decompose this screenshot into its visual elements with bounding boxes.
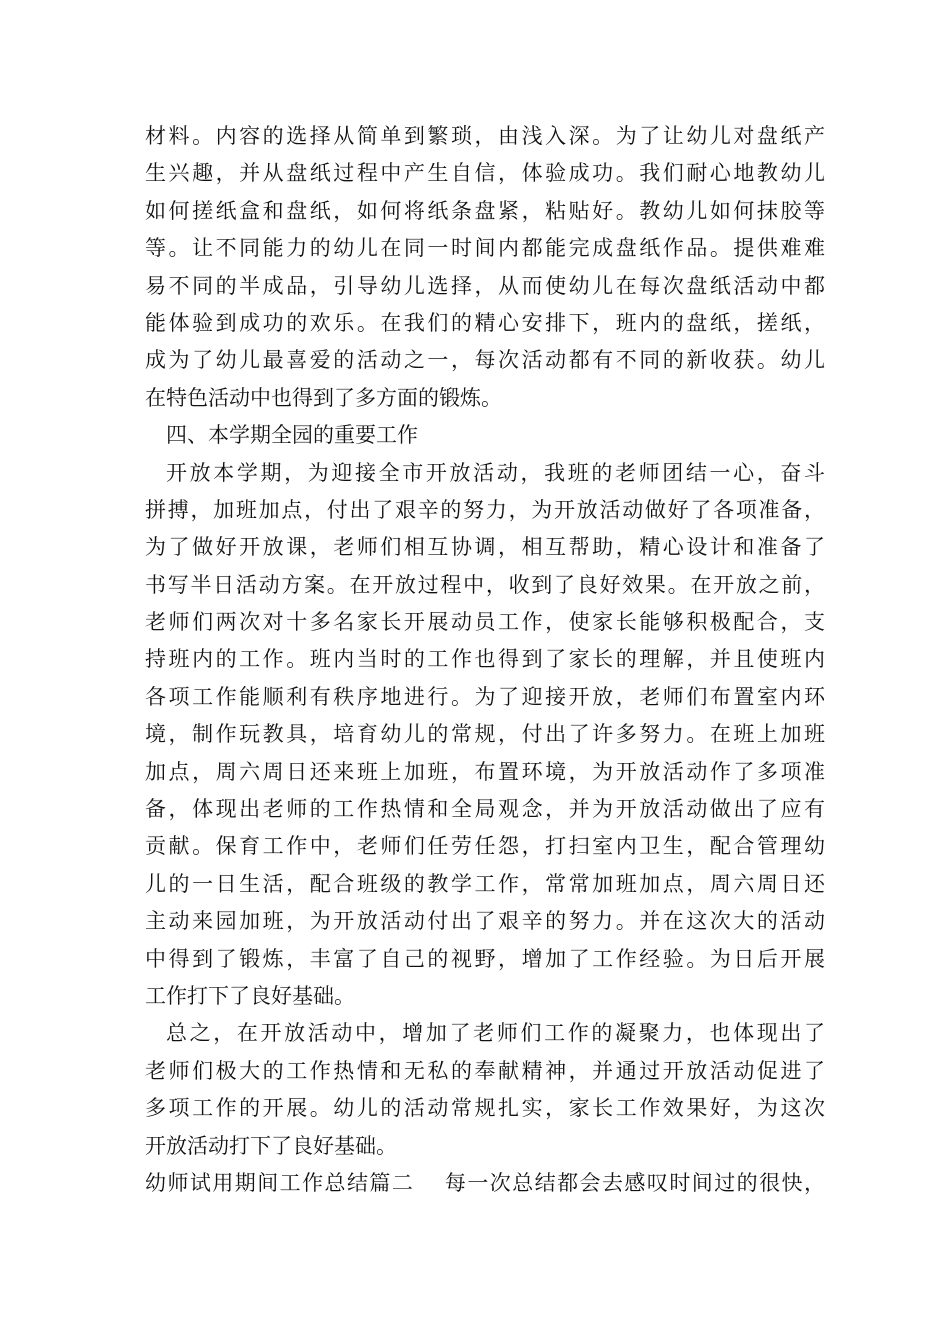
text-line: 工作打下了良好基础。	[145, 983, 355, 1008]
text-line: 贡献。保育工作中，老师们任劳任怨，打扫室内卫生，配合管理幼	[145, 834, 825, 859]
text-line: 四、本学期全园的重要工作	[166, 423, 418, 448]
text-line: 为了做好开放课，老师们相互协调，相互帮助，精心设计和准备了	[145, 535, 825, 560]
text-line: 生兴趣，并从盘纸过程中产生自信，体验成功。我们耐心地教幼儿	[145, 161, 825, 186]
text-line: 易不同的半成品，引导幼儿选择，从而使幼儿在每次盘纸活动中都	[145, 273, 825, 298]
text-line: 开放活动打下了良好基础。	[145, 1133, 397, 1158]
text-line: 材料。内容的选择从简单到繁琐，由浅入深。为了让幼儿对盘纸产	[145, 124, 825, 148]
text-line: 加点，周六周日还来班上加班，布置环境，为开放活动作了多项准	[145, 759, 825, 784]
text-line: 拼搏，加班加点，付出了艰辛的努力，为开放活动做好了各项准备，	[145, 497, 825, 522]
text-line: 等。让不同能力的幼儿在同一时间内都能完成盘纸作品。提供难难	[145, 236, 825, 261]
text-line: 中得到了锻炼，丰富了自己的视野，增加了工作经验。为日后开展	[145, 946, 825, 971]
text-line: 成为了幼儿最喜爱的活动之一，每次活动都有不同的新收获。幼儿	[145, 348, 825, 373]
text-line: 总之，在开放活动中，增加了老师们工作的凝聚力，也体现出了	[166, 1021, 825, 1046]
text-line: 幼师试用期间工作总结篇二 每一次总结都会去感叹时间过的很快，	[145, 1170, 825, 1195]
text-line: 境，制作玩教具，培育幼儿的常规，付出了许多努力。在班上加班	[145, 722, 825, 747]
text-line: 多项工作的开展。幼儿的活动常规扎实，家长工作效果好，为这次	[145, 1096, 825, 1121]
text-line: 儿的一日生活，配合班级的教学工作，常常加班加点，周六周日还	[145, 871, 825, 896]
document-body	[145, 118, 825, 1202]
text-line: 各项工作能顺利有秩序地进行。为了迎接开放，老师们布置室内环	[145, 684, 825, 709]
text-line: 开放本学期，为迎接全市开放活动，我班的老师团结一心，奋斗	[166, 460, 825, 485]
text-line: 如何搓纸盒和盘纸，如何将纸条盘紧，粘贴好。教幼儿如何抹胶等	[145, 198, 825, 223]
text-line: 能体验到成功的欢乐。在我们的精心安排下，班内的盘纸，搓纸，	[145, 310, 825, 335]
text-line: 书写半日活动方案。在开放过程中，收到了良好效果。在开放之前，	[145, 572, 825, 597]
text-line: 持班内的工作。班内当时的工作也得到了家长的理解，并且使班内	[145, 647, 825, 672]
text-line: 老师们极大的工作热情和无私的奉献精神，并通过开放活动促进了	[145, 1058, 825, 1083]
text-line: 老师们两次对十多名家长开展动员工作，使家长能够积极配合，支	[145, 610, 825, 635]
text-line: 主动来园加班，为开放活动付出了艰辛的努力。并在这次大的活动	[145, 909, 825, 934]
text-line: 在特色活动中也得到了多方面的锻炼。	[145, 385, 502, 410]
text-line: 备，体现出老师的工作热情和全局观念，并为开放活动做出了应有	[145, 797, 825, 822]
